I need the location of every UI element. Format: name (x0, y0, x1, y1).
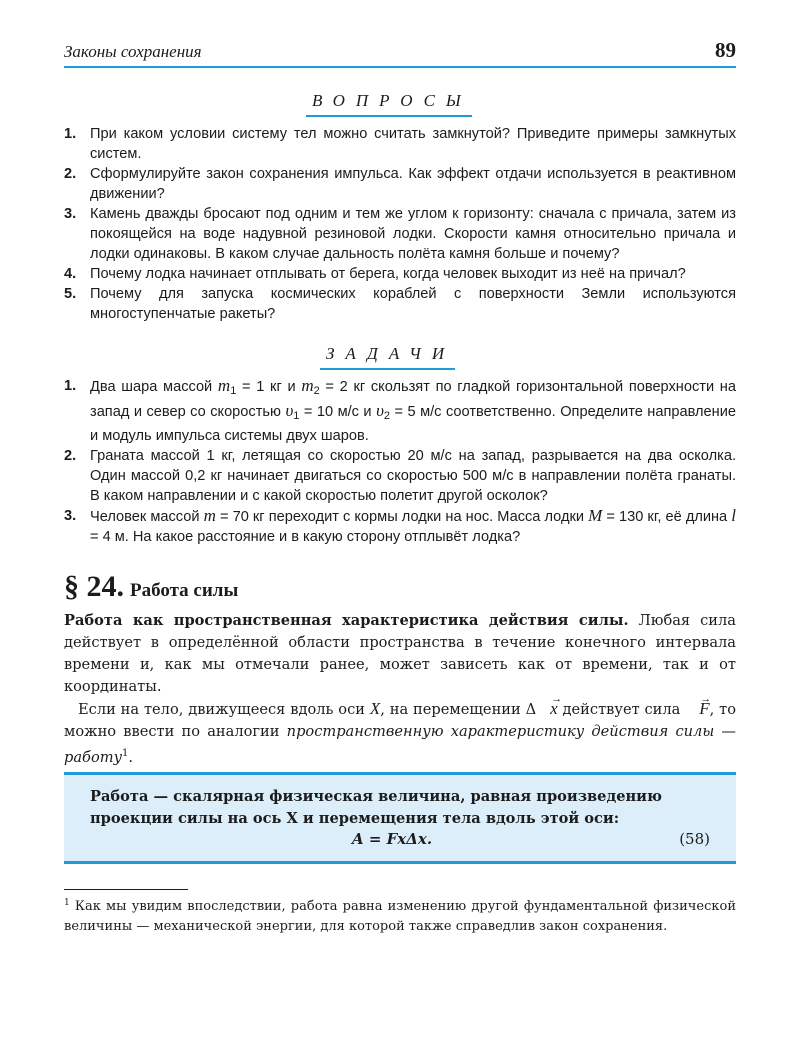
footnote-mark: 1 (64, 898, 70, 908)
mass-symbol: m (217, 376, 231, 395)
length-symbol: l (731, 506, 736, 525)
question-number: 1. (64, 126, 77, 142)
problem-text: Граната массой 1 кг, летящая со скоростью 20 м/с на запад, разрывается на два осколка. Один массой 0,2 кг начинает двигаться со скоростью 500 м/с в направлении полёта гранаты. В каком направлении и с какой скоростью полетит другой осколок? (90, 448, 736, 504)
problem-number: 1. (64, 378, 77, 394)
body-paragraph-2 (64, 698, 736, 769)
questions-list (64, 124, 736, 324)
footnote (64, 893, 736, 937)
displacement-vector: → x (536, 698, 558, 720)
problem-number: 2. (64, 448, 77, 464)
paragraph-text: Любая сила действует в определённой области пространства в течение конечного интервала времени и, как мы отмечали ранее, может зависеть как от времени, так и от координаты. (64, 612, 736, 695)
questions-heading (312, 91, 472, 111)
velocity-symbol: υ (376, 401, 384, 420)
footnote-rule (64, 889, 188, 890)
problem-text: = 70 кг переходит с кормы лодки на нос. Масса лодки (215, 509, 589, 525)
definition-box (64, 772, 736, 864)
paragraph-lead: Работа как пространственная характеристика действия силы. (64, 612, 629, 629)
questions-heading-underline (306, 115, 472, 117)
problems-heading (326, 344, 455, 364)
section-name: Работа силы (130, 580, 239, 601)
running-head: Законы сохранения (64, 42, 202, 61)
question-number: 5. (64, 286, 77, 302)
equation-number: (58) (679, 830, 710, 848)
definition-top-rule (64, 772, 736, 775)
definition-text: Работа — скалярная физическая величина, равная произведению проекции силы на ось X и перемещения тела вдоль этой оси: (90, 788, 662, 827)
problem-text: = 2 кг скользят по гладкой горизонтальной поверхности на запад и север со скоростью (90, 379, 736, 420)
question-text: Сформулируйте закон сохранения импульса. Как эффект отдачи используется в реактивном движении? (90, 166, 736, 202)
problem-item (64, 506, 736, 547)
problems-list (64, 376, 736, 547)
subscript: 1 (230, 385, 237, 397)
problem-text: = 5 м/с соответственно. Определите направление и модуль импульса системы двух шаров. (90, 404, 736, 444)
problem-text: Человек массой (90, 509, 204, 525)
question-text: Почему для запуска космических кораблей с поверхности Земли используются многоступенчатые ракеты? (90, 286, 736, 322)
section-title (64, 570, 238, 604)
question-number: 2. (64, 166, 77, 182)
subscript: 2 (383, 410, 391, 422)
problem-text: = 1 кг и (236, 379, 302, 395)
mass-symbol: m (203, 506, 216, 525)
question-text: Камень дважды бросают под одним и тем же углом к горизонту: сначала с причала, затем из покоящейся на воде надувной резиновой лодки. Скорости камня относительно причала и лодки одинаковы. В каком случае дальность полёта камня больше и почему? (90, 206, 736, 262)
paragraph-text: . (128, 749, 134, 766)
page-header (64, 38, 736, 68)
mass-symbol: m (301, 376, 314, 395)
questions-heading-text: ВОПРОСЫ (312, 91, 472, 110)
section-number: § 24. (64, 570, 124, 603)
question-item (64, 284, 736, 324)
question-number: 4. (64, 266, 77, 282)
problem-text: Два шара массой (90, 379, 218, 395)
problem-item (64, 376, 736, 446)
paragraph-text: действует сила (557, 701, 686, 718)
paragraph-text: , на перемещении Δ (380, 701, 537, 718)
problem-number: 3. (64, 508, 77, 524)
problem-text: = 10 м/с и (299, 404, 377, 420)
work-formula: A = FxΔx. (352, 830, 433, 848)
body-paragraph-1 (64, 610, 736, 698)
question-item (64, 164, 736, 204)
velocity-symbol: υ (285, 401, 294, 420)
italic-term: пространственную характеристику действия силы — работу (64, 723, 736, 766)
problems-heading-underline (320, 368, 455, 370)
problem-text: = 4 м. На какое расстояние и в какую сторону отплывёт лодка? (90, 529, 521, 545)
footnote-ref: 1 (122, 748, 129, 759)
mass-symbol: M (588, 506, 603, 525)
question-item (64, 264, 736, 284)
paragraph-text: Если на тело, движущееся вдоль оси (78, 701, 370, 718)
question-number: 3. (64, 206, 77, 222)
problem-item (64, 446, 736, 506)
question-item (64, 124, 736, 164)
paragraph-text: , то можно ввести по аналогии (64, 701, 736, 740)
problem-text: = 130 кг, её длина (602, 509, 732, 525)
footnote-text: Как мы увидим впоследствии, работа равна изменению другой фундаментальной физической величины — механической энергии, для которой также справедлив закон сохранения. (64, 899, 736, 934)
header-rule (64, 66, 736, 68)
question-item (64, 204, 736, 264)
page-number: 89 (715, 38, 736, 62)
question-text: Почему лодка начинает отплывать от берега, когда человек выходит из неё на причал? (90, 266, 686, 282)
subscript: 1 (293, 410, 300, 422)
definition-bottom-rule (64, 861, 736, 864)
axis-symbol: X (369, 699, 381, 718)
question-text: При каком условии систему тел можно считать замкнутой? Приведите примеры замкнутых систем. (90, 126, 736, 162)
force-vector: → F (685, 698, 709, 720)
subscript: 2 (313, 385, 320, 397)
problems-heading-text: ЗАДАЧИ (326, 344, 456, 363)
